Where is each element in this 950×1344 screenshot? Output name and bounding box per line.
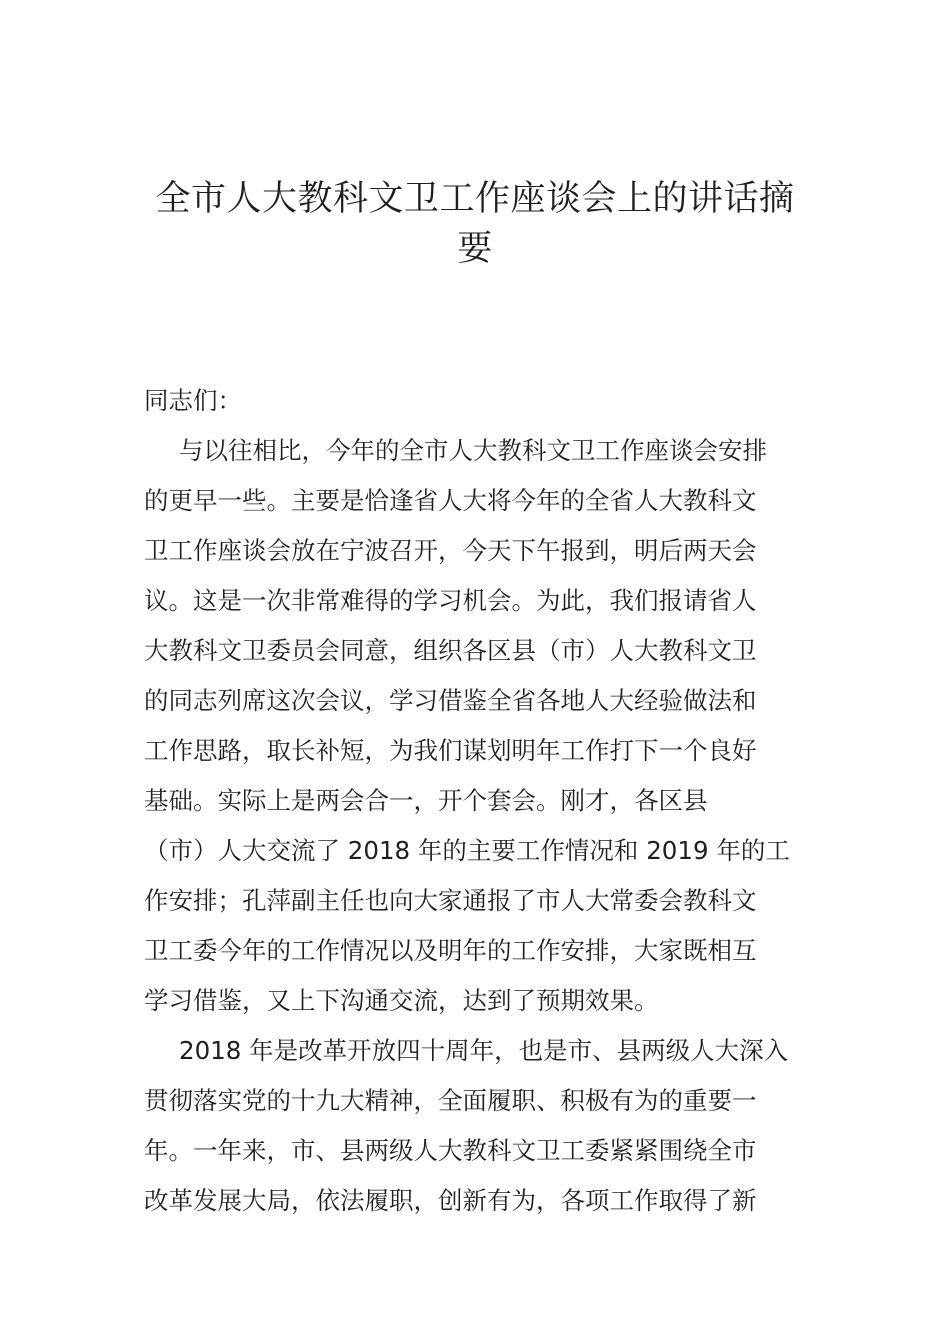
paragraph-line: 作安排；孔萍副主任也向大家通报了市人大常委会教科文 xyxy=(144,886,757,915)
paragraph-line: 与以往相比，今年的全市人大教科文卫工作座谈会安排 xyxy=(179,436,767,465)
paragraph-line: 2018 年是改革开放四十周年，也是市、县两级人大深入 xyxy=(179,1036,789,1065)
paragraph-line: （市）人大交流了 2018 年的主要工作情况和 2019 年的工 xyxy=(144,836,790,865)
paragraph-line: 改革发展大局，依法履职，创新有为，各项工作取得了新 xyxy=(144,1186,757,1215)
document-title xyxy=(150,174,800,274)
paragraph-line: 贯彻落实党的十九大精神，全面履职、积极有为的重要一 xyxy=(144,1086,757,1115)
paragraph-line: 议。这是一次非常难得的学习机会。为此，我们报请省人 xyxy=(144,586,757,615)
title-line: 全市人大教科文卫工作座谈会上的讲话摘 xyxy=(155,179,795,219)
title-line: 要 xyxy=(457,229,493,269)
paragraph-line: 卫工委今年的工作情况以及明年的工作安排，大家既相互 xyxy=(144,936,757,965)
document-body xyxy=(144,376,808,1226)
paragraph-line: 的更早一些。主要是恰逢省人大将今年的全省人大教科文 xyxy=(144,486,757,515)
paragraph-line: 年。一年来，市、县两级人大教科文卫工委紧紧围绕全市 xyxy=(144,1136,757,1165)
salutation: 同志们： xyxy=(144,386,242,415)
paragraph-2 xyxy=(144,1026,808,1226)
paragraph-line: 基础。实际上是两会合一，开个套会。刚才，各区县 xyxy=(144,786,708,815)
paragraph-line: 工作思路，取长补短，为我们谋划明年工作打下一个良好 xyxy=(144,736,757,765)
paragraph-line: 学习借鉴，又上下沟通交流，达到了预期效果。 xyxy=(144,986,659,1015)
paragraph-line: 卫工作座谈会放在宁波召开，今天下午报到，明后两天会 xyxy=(144,536,757,565)
paragraph-line: 大教科文卫委员会同意，组织各区县（市）人大教科文卫 xyxy=(144,636,757,665)
paragraph-line: 的同志列席这次会议，学习借鉴全省各地人大经验做法和 xyxy=(144,686,757,715)
paragraph-1 xyxy=(144,426,808,1026)
